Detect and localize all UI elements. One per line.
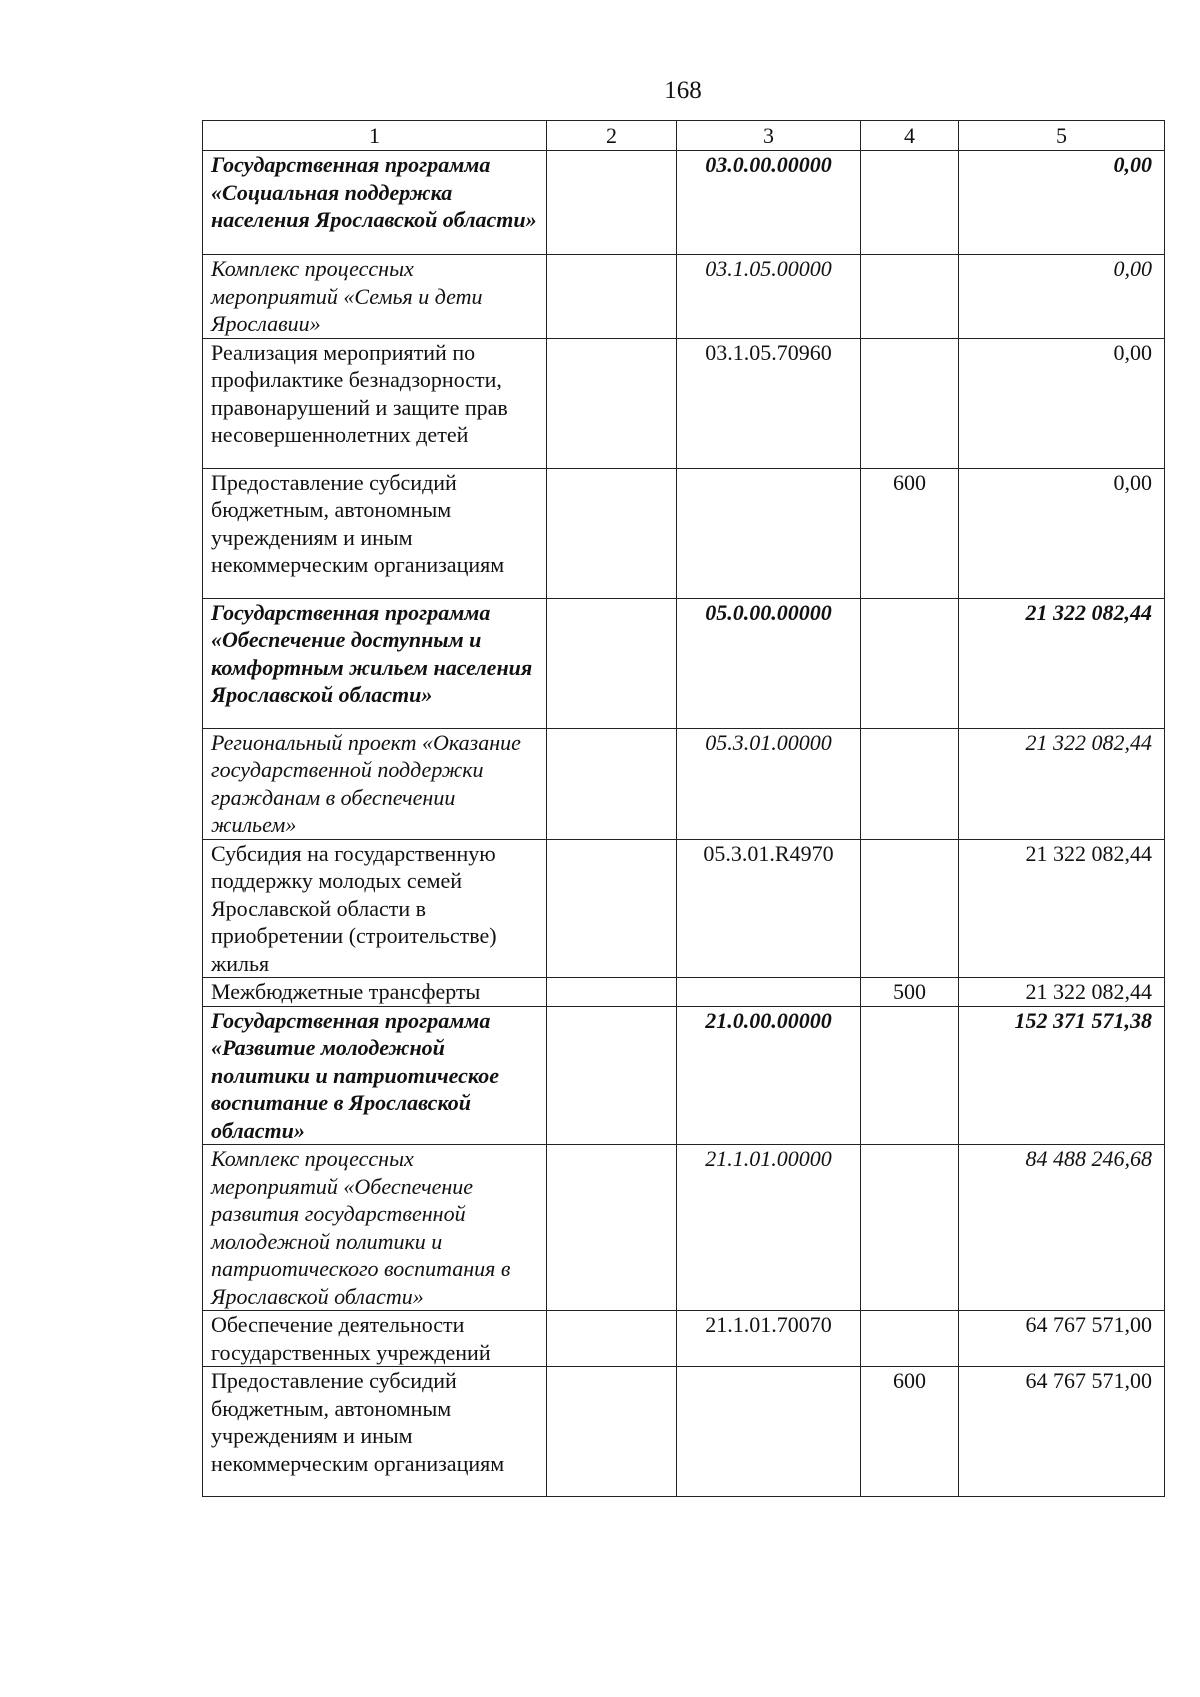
row-col2-cell — [547, 468, 677, 598]
header-col-3: 3 — [677, 121, 861, 151]
row-code-cell: 05.0.00.00000 — [677, 598, 861, 728]
row-code-cell: 03.1.05.70960 — [677, 338, 861, 468]
row-code-cell — [677, 1367, 861, 1497]
row-type-cell: 600 — [861, 468, 959, 598]
table-row — [203, 1006, 1165, 1145]
table-row — [203, 338, 1165, 468]
row-col2-cell — [547, 728, 677, 839]
table-header-row — [203, 121, 1165, 151]
row-amount-cell: 0,00 — [959, 338, 1165, 468]
row-amount-cell: 0,00 — [959, 468, 1165, 598]
row-code-cell: 21.1.01.70070 — [677, 1311, 861, 1367]
table-row — [203, 978, 1165, 1007]
row-amount-cell: 21 322 082,44 — [959, 728, 1165, 839]
row-name-cell: Предоставление субсидий бюджетным, автономным учреждениям и иным некоммерческим организациям — [203, 1367, 547, 1497]
row-code-cell: 21.0.00.00000 — [677, 1006, 861, 1145]
header-col-2: 2 — [547, 121, 677, 151]
budget-table — [202, 120, 1165, 1497]
header-col-1: 1 — [203, 121, 547, 151]
row-amount-cell: 64 767 571,00 — [959, 1311, 1165, 1367]
table-row — [203, 468, 1165, 598]
header-col-5: 5 — [959, 121, 1165, 151]
row-name-cell: Государственная программа «Обеспечение доступным и комфортным жильем населения Ярославской области» — [203, 598, 547, 728]
row-type-cell — [861, 1311, 959, 1367]
row-col2-cell — [547, 1145, 677, 1311]
row-code-cell: 03.0.00.00000 — [677, 151, 861, 255]
row-name-cell: Государственная программа «Развитие молодежной политики и патриотическое воспитание в Ярославской области» — [203, 1006, 547, 1145]
row-amount-cell: 21 322 082,44 — [959, 839, 1165, 978]
row-amount-cell: 21 322 082,44 — [959, 978, 1165, 1007]
row-code-cell — [677, 468, 861, 598]
row-name-cell: Реализация мероприятий по профилактике безнадзорности, правонарушений и защите прав несовершеннолетних детей — [203, 338, 547, 468]
row-col2-cell — [547, 1367, 677, 1497]
row-name-cell: Комплекс процессных мероприятий «Семья и дети Ярославии» — [203, 255, 547, 339]
row-amount-cell: 64 767 571,00 — [959, 1367, 1165, 1497]
row-name-cell: Субсидия на государственную поддержку молодых семей Ярославской области в приобретении (строительстве) жилья — [203, 839, 547, 978]
row-col2-cell — [547, 598, 677, 728]
table-row — [203, 255, 1165, 339]
row-type-cell — [861, 1145, 959, 1311]
row-code-cell: 21.1.01.00000 — [677, 1145, 861, 1311]
row-name-cell: Обеспечение деятельности государственных учреждений — [203, 1311, 547, 1367]
header-col-4: 4 — [861, 121, 959, 151]
table-row — [203, 1367, 1165, 1497]
row-name-cell: Предоставление субсидий бюджетным, автономным учреждениям и иным некоммерческим организациям — [203, 468, 547, 598]
row-code-cell: 05.3.01.R4970 — [677, 839, 861, 978]
row-col2-cell — [547, 1311, 677, 1367]
row-name-cell: Региональный проект «Оказание государственной поддержки гражданам в обеспечении жильем» — [203, 728, 547, 839]
row-type-cell — [861, 598, 959, 728]
row-amount-cell: 21 322 082,44 — [959, 598, 1165, 728]
table-row — [203, 151, 1165, 255]
row-type-cell — [861, 728, 959, 839]
row-code-cell: 05.3.01.00000 — [677, 728, 861, 839]
row-type-cell: 600 — [861, 1367, 959, 1497]
table-row — [203, 839, 1165, 978]
row-type-cell — [861, 839, 959, 978]
row-col2-cell — [547, 1006, 677, 1145]
table-row — [203, 728, 1165, 839]
row-code-cell: 03.1.05.00000 — [677, 255, 861, 339]
row-type-cell — [861, 1006, 959, 1145]
table-row — [203, 1145, 1165, 1311]
row-type-cell: 500 — [861, 978, 959, 1007]
row-col2-cell — [547, 839, 677, 978]
row-col2-cell — [547, 255, 677, 339]
row-type-cell — [861, 151, 959, 255]
row-name-cell: Межбюджетные трансферты — [203, 978, 547, 1007]
page-number: 168 — [664, 77, 702, 104]
table-row — [203, 598, 1165, 728]
row-col2-cell — [547, 151, 677, 255]
row-type-cell — [861, 338, 959, 468]
row-col2-cell — [547, 338, 677, 468]
table-row — [203, 1311, 1165, 1367]
row-code-cell — [677, 978, 861, 1007]
row-amount-cell: 0,00 — [959, 255, 1165, 339]
row-name-cell: Государственная программа «Социальная поддержка населения Ярославской области» — [203, 151, 547, 255]
row-name-cell: Комплекс процессных мероприятий «Обеспечение развития государственной молодежной политики и патриотического воспитания в Ярославской области» — [203, 1145, 547, 1311]
row-amount-cell: 84 488 246,68 — [959, 1145, 1165, 1311]
row-type-cell — [861, 255, 959, 339]
row-amount-cell: 152 371 571,38 — [959, 1006, 1165, 1145]
row-col2-cell — [547, 978, 677, 1007]
row-amount-cell: 0,00 — [959, 151, 1165, 255]
